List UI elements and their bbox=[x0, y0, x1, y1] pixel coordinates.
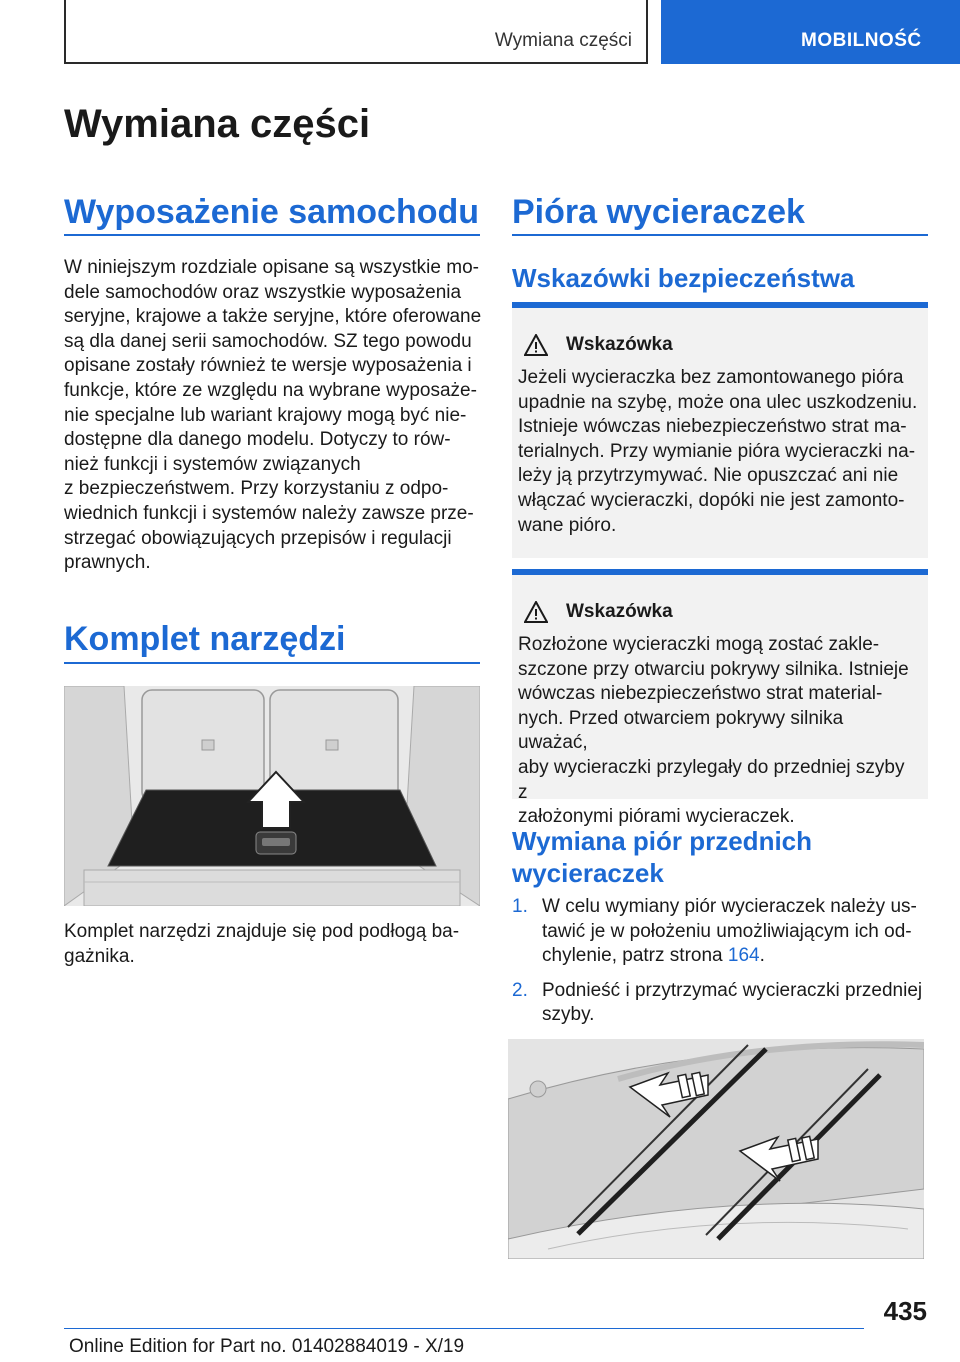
heading-line: Wymiana piór przednich bbox=[512, 826, 813, 856]
paragraph-line: wiednich funkcji i systemów należy zawsze prze‐ bbox=[64, 502, 474, 524]
footer-edition: Online Edition for Part no. 01402884019 - X/19 bbox=[69, 1336, 465, 1357]
step-line-end: . bbox=[759, 945, 765, 967]
paragraph-line: z bezpieczeństwem. Przy korzystaniu z odpo‐ bbox=[64, 478, 449, 500]
page-title: Wymiana części bbox=[64, 102, 371, 146]
caption-line: Komplet narzędzi znajduje się pod podłogą ba‐ bbox=[64, 921, 460, 942]
step-line bbox=[542, 944, 932, 969]
paragraph-line: są dla danej serii samochodów. SZ tego powodu bbox=[64, 330, 472, 352]
safety-subheading: Wskazówki bezpieczeństwa bbox=[512, 263, 855, 293]
note-label: Wskazówka bbox=[566, 601, 673, 622]
paragraph-line: dostępne dla danego modelu. Dotyczy to rów‐ bbox=[64, 429, 451, 451]
wiper-blades-heading-rule bbox=[512, 234, 928, 236]
warning-note bbox=[512, 569, 928, 828]
note-line: leży ją przytrzymywać. Nie opuszczać ani nie bbox=[518, 465, 899, 487]
step-line: szyby. bbox=[542, 1004, 595, 1026]
toolkit-caption bbox=[64, 920, 484, 969]
page-number: 435 bbox=[883, 1296, 927, 1326]
header-section-title: Wymiana części bbox=[494, 30, 632, 51]
step-text bbox=[542, 979, 932, 1028]
note-line: założonymi piórami wycieraczek. bbox=[518, 806, 795, 828]
note-line: Rozłożone wycieraczki mogą zostać zakle‐ bbox=[518, 634, 880, 655]
paragraph-line: strzegać obowiązujących przepisów i regulacji bbox=[64, 527, 452, 549]
paragraph-line: dele samochodów oraz wszystkie wyposażenia bbox=[64, 281, 462, 303]
step-line: W celu wymiany piór wycieraczek należy us‐ bbox=[542, 896, 917, 917]
note-line: nych. Przed otwarciem pokrywy silnika uważać, bbox=[518, 707, 844, 754]
step-number: 1. bbox=[512, 896, 528, 917]
note-label: Wskazówka bbox=[566, 334, 673, 355]
paragraph-line: nież funkcji i systemów związanych bbox=[64, 453, 361, 475]
windshield-wiper-illustration bbox=[508, 1039, 924, 1259]
steps-list bbox=[512, 895, 932, 1028]
paragraph-line: opisane zostały również te wersje wyposażenia i bbox=[64, 355, 472, 377]
equipment-paragraph bbox=[64, 256, 484, 576]
page-reference-link[interactable]: 164 bbox=[727, 945, 760, 967]
note-line: Istnieje wówczas niebezpieczeństwo strat ma‐ bbox=[518, 416, 907, 438]
header-chapter-tab[interactable] bbox=[661, 0, 960, 64]
step-number: 2. bbox=[512, 979, 528, 1001]
paragraph-line: seryjne, krajowe a także seryjne, które oferowane bbox=[64, 306, 482, 328]
note-line: upadnie na szybę, może ona ulec uszkodzeniu. bbox=[518, 391, 918, 413]
note-line: terialnych. Przy wymianie pióra wycieraczki na‐ bbox=[518, 440, 916, 462]
replace-wipers-heading bbox=[512, 825, 812, 889]
header-section-box bbox=[64, 0, 648, 64]
note-line: Jeżeli wycieraczka bez zamontowanego pióra bbox=[518, 367, 904, 388]
trunk-floor-illustration bbox=[64, 686, 480, 906]
wiper-blades-heading: Pióra wycieraczek bbox=[512, 193, 805, 231]
note-line: wówczas niebezpieczeństwo strat material‐ bbox=[518, 683, 883, 705]
step-line: tawić je w położeniu umożliwiającym ich od‐ bbox=[542, 920, 912, 942]
note-line: szczone przy otwarciu pokrywy silnika. Istnieje bbox=[518, 658, 909, 680]
paragraph-line: funkcje, które ze względu na wybrane wyposaże‐ bbox=[64, 379, 477, 401]
paragraph-line: nie specjalne lub wariant krajowy mogą być nie‐ bbox=[64, 404, 467, 426]
step-line-text: chylenie, patrz strona bbox=[542, 945, 728, 967]
equipment-heading: Wyposażenie samochodu bbox=[64, 193, 480, 231]
list-item bbox=[512, 979, 932, 1028]
toolkit-heading: Komplet narzędzi bbox=[64, 620, 346, 658]
footer-rule bbox=[64, 1328, 864, 1329]
note-line: włączać wycieraczki, dopóki nie jest zamonto‐ bbox=[518, 489, 905, 511]
caption-line: gażnika. bbox=[64, 945, 135, 967]
paragraph-line: W niniejszym rozdziale opisane są wszystkie mo‐ bbox=[64, 257, 479, 278]
step-text bbox=[542, 895, 932, 969]
header-chapter-label: MOBILNOŚĆ bbox=[801, 30, 922, 51]
note-line: aby wycieraczki przylegały do przedniej szyby z bbox=[518, 756, 905, 803]
note-header bbox=[524, 334, 673, 356]
note-text bbox=[518, 633, 918, 830]
list-item bbox=[512, 895, 932, 969]
warning-triangle-icon bbox=[524, 601, 548, 623]
equipment-heading-rule bbox=[64, 234, 480, 236]
toolkit-heading-rule bbox=[64, 662, 480, 664]
note-text bbox=[518, 366, 918, 538]
step-line: Podnieść i przytrzymać wycieraczki przedniej bbox=[542, 979, 923, 1001]
heading-line: wycieraczek bbox=[512, 858, 664, 888]
warning-triangle-icon bbox=[524, 334, 548, 356]
note-line: wane pióro. bbox=[518, 514, 617, 536]
note-header bbox=[524, 601, 673, 623]
paragraph-line: prawnych. bbox=[64, 552, 151, 574]
warning-note bbox=[512, 302, 928, 558]
